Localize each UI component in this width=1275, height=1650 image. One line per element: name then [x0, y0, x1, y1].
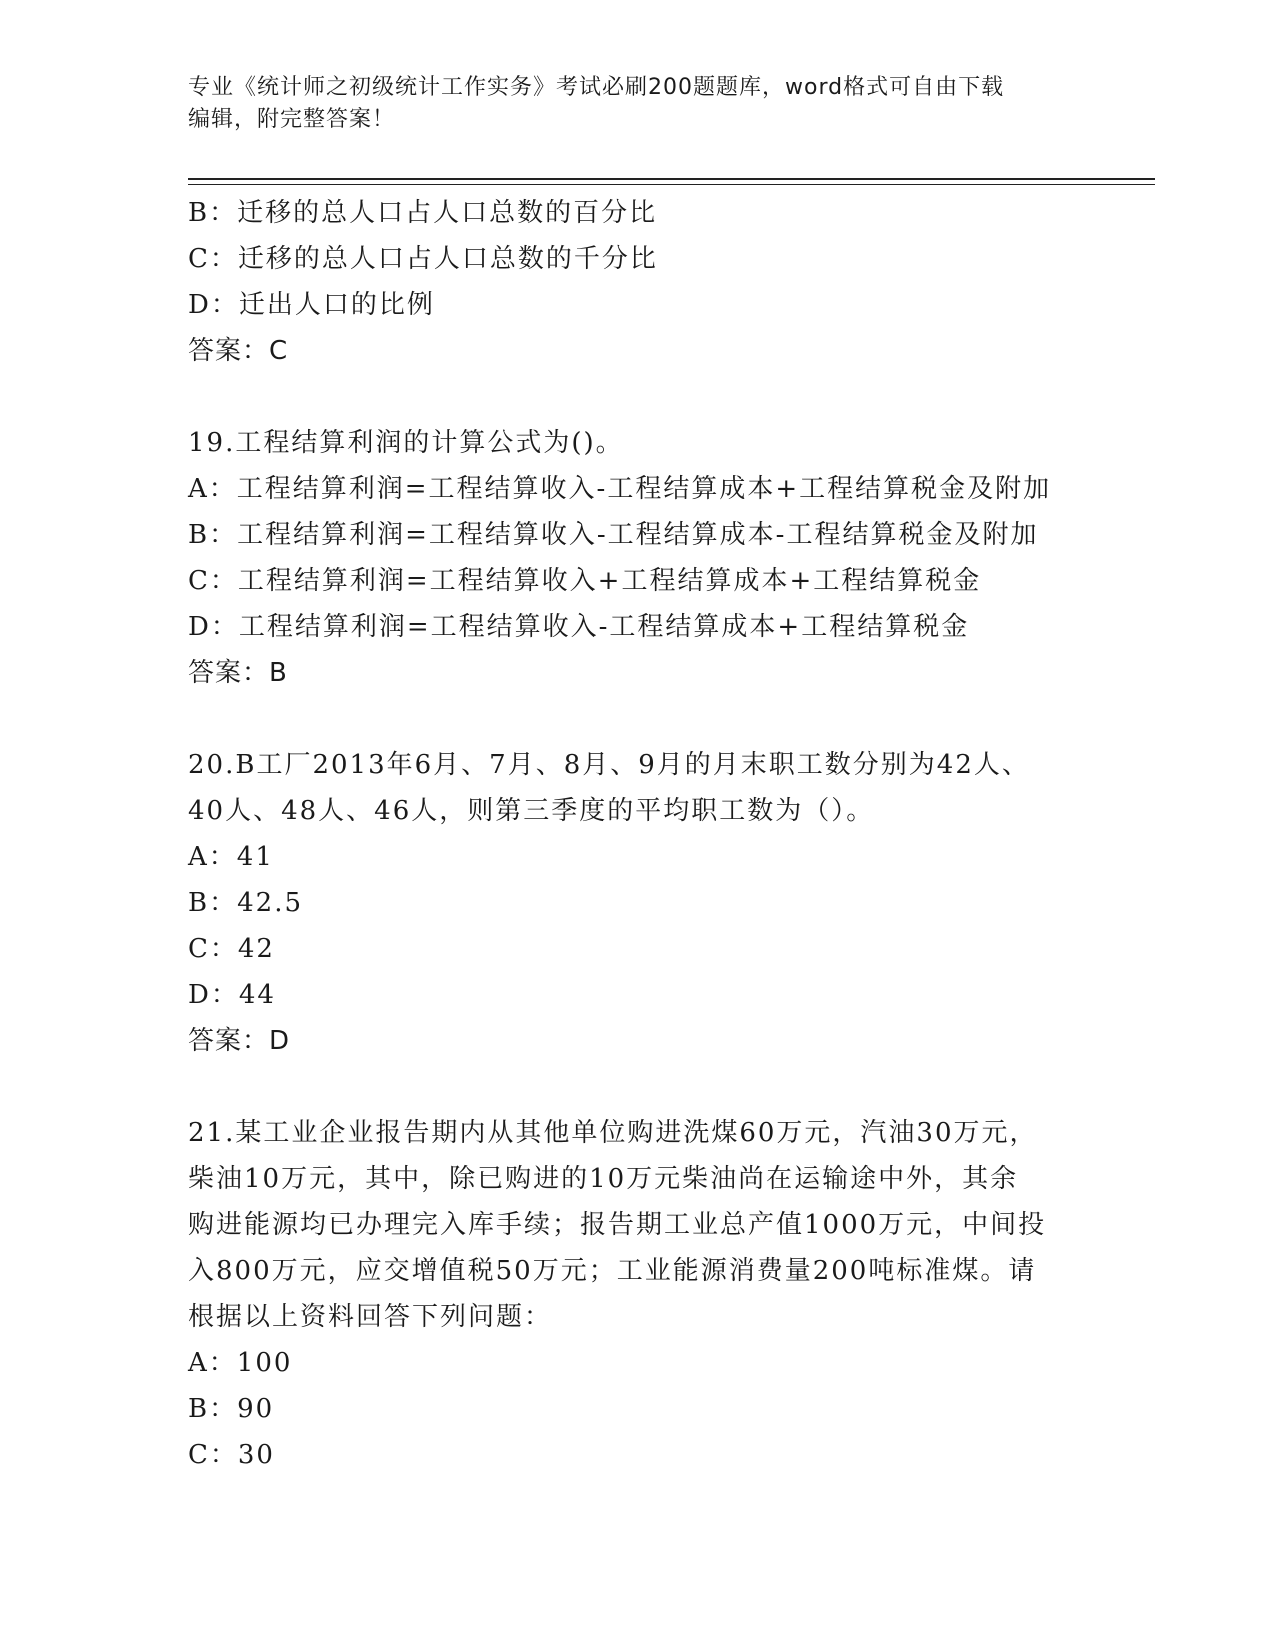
- header-divider-thick: [188, 178, 1155, 180]
- question-18-option-c: C：迁移的总人口占人口总数的千分比: [188, 244, 658, 274]
- header-title-line-1: 专业《统计师之初级统计工作实务》考试必刷200题题库，word格式可自由下载: [188, 75, 1005, 100]
- question-19-stem: 19.工程结算利润的计算公式为()。: [188, 428, 624, 458]
- question-20-stem-line-2: 40人、48人、46人，则第三季度的平均职工数为（）。: [188, 796, 875, 826]
- question-21-stem-line-5: 根据以上资料回答下列问题：: [188, 1302, 553, 1332]
- question-19-option-b: B：工程结算利润=工程结算收入-工程结算成本-工程结算税金及附加: [188, 520, 1039, 550]
- spacer: [188, 374, 1088, 420]
- question-20-option-b: B：42.5: [188, 888, 303, 918]
- question-21: [188, 1110, 1088, 1478]
- question-20: [188, 742, 1088, 1064]
- question-18-answer: 答案：C: [188, 336, 289, 366]
- question-20-stem-line-1: 20.B工厂2013年6月、7月、8月、9月的月末职工数分别为42人、: [188, 750, 1030, 780]
- question-20-answer: 答案：D: [188, 1026, 291, 1056]
- question-18-option-d: D：迁出人口的比例: [188, 290, 435, 320]
- header-divider-thin: [188, 184, 1155, 185]
- question-21-option-b: B：90: [188, 1394, 275, 1424]
- question-18-option-b: B：迁移的总人口占人口总数的百分比: [188, 198, 658, 228]
- question-list: [188, 190, 1088, 1478]
- question-21-option-c: C：30: [188, 1440, 275, 1470]
- question-19-option-c: C：工程结算利润=工程结算收入+工程结算成本+工程结算税金: [188, 566, 982, 596]
- spacer: [188, 696, 1088, 742]
- question-20-option-a: A：41: [188, 842, 274, 872]
- question-20-option-d: D：44: [188, 980, 276, 1010]
- question-21-option-a: A：100: [188, 1348, 293, 1378]
- question-19-answer: 答案：B: [188, 658, 288, 688]
- question-19-option-a: A：工程结算利润=工程结算收入-工程结算成本+工程结算税金及附加: [188, 474, 1052, 504]
- header-title-line-2: 编辑，附完整答案！: [188, 107, 396, 132]
- page-header: [188, 72, 1088, 136]
- question-20-option-c: C：42: [188, 934, 275, 964]
- question-21-stem-line-1: 21.某工业企业报告期内从其他单位购进洗煤60万元，汽油30万元，: [188, 1118, 1038, 1148]
- question-18: [188, 190, 1088, 374]
- question-19: [188, 420, 1088, 696]
- question-21-stem-line-4: 入800万元，应交增值税50万元；工业能源消费量200吨标准煤。请: [188, 1256, 1037, 1286]
- question-21-stem-line-3: 购进能源均已办理完入库手续；报告期工业总产值1000万元，中间投: [188, 1210, 1047, 1240]
- spacer: [188, 1064, 1088, 1110]
- question-21-stem-line-2: 柴油10万元，其中，除已购进的10万元柴油尚在运输途中外，其余: [188, 1164, 1019, 1194]
- question-19-option-d: D：工程结算利润=工程结算收入-工程结算成本+工程结算税金: [188, 612, 970, 642]
